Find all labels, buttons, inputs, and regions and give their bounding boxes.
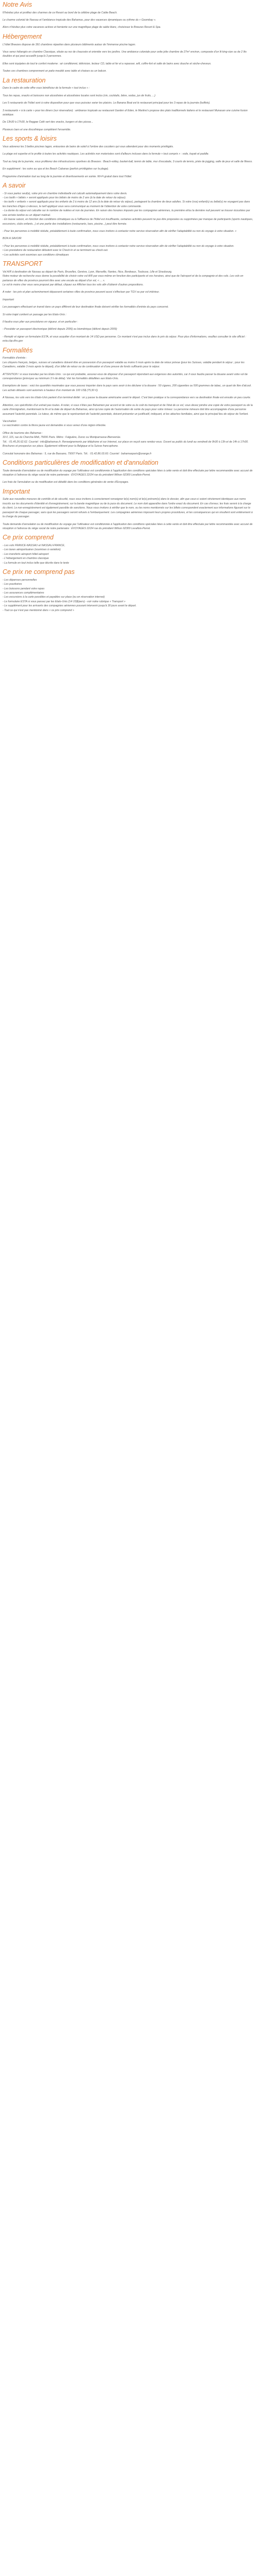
paragraph: La plage est superbe et le profite à toutes les activités nautiques. Les activités non motorisées sont d'ailleurs incluses dans la formule « tout compris » : voile, kayak et paddle. (3, 152, 209, 156)
paragraph: Vous serez hébergés en chambre Classique, située au rez de chaussée et orientée vers les jardins. Une ambiance coloniale pour cette jolie chambre de 27m² environ, composée d'un lit king-size ou de 2 lits doubles et qui peut accueillir jusqu'à 3 personnes. (3, 50, 247, 58)
section-title: Ce prix comprend (3, 534, 54, 541)
document (0, 1, 258, 613)
section-title: Formalités (3, 346, 33, 354)
paragraph: Elles sont équipées de tout le confort moderne : air conditionné, télévision, lecteur CD, table et fer et a repasser, wifi, coffre-fort et salle de bains avec douche et sèche-cheveux. (3, 62, 212, 65)
paragraph: Vaccination La vaccination contre la fièvre jaune est demandée si vous venez d'une région infectée. (3, 420, 106, 428)
paragraph: En supplément : les soins au spa et les Beach Cabanas (parfois privilégiées sur la plage). (3, 167, 109, 171)
section-title: Ce prix ne comprend pas (3, 568, 75, 576)
paragraph: Vous adorerez les 3 belles piscines lagon, entourées de bains de soleil à l'ombre des cocotiers qui vous attendent pour des moments privilégiés. (3, 145, 174, 148)
section-notre-avis (3, 1, 254, 30)
section-ce-prix-comprend (3, 534, 254, 565)
paragraph: - Remplir et signer un formulaire ESTA, et vous acquitter d'un montant de 14 USD par personne. Ce montant n'est pas inclus dans le prix du séjour. Pour plus d'informations, veuillez consulter le site officiel : esta.cbp.dhs.gov (3, 335, 246, 343)
section-formalites (3, 347, 254, 456)
section-title: Conditions particulières de modification et d'annulation (3, 459, 158, 466)
section-ce-prix-ne-comprend-pas (3, 568, 254, 613)
paragraph: - Les vols FRANCE-NASSAU et NASSAU-FRANCE, - Les taxes aéroportuaires (soumises à variation) - Les transferts aéroport-hôtel-aéroport - L'hébergement en chambre classique - La formule en tout inclus telle que décrite dans le texte (3, 544, 69, 565)
section-title: Hébergement (3, 32, 42, 40)
paragraph: Tous les repas, snacks et boissons non alcoolisées et alcoolisées locales sont inclus (vin, cocktails, bière, sodas, jus de fruits, ...) (3, 94, 155, 97)
paragraph: A Nassau, les vols vers les Etats-Unis partent d'un terminal dédié : on y passe la douane américaine avant le départ. C'est bien pratique si la correspondance vers sa destination finale est ensuite un peu courte. (3, 396, 251, 400)
section-a-savoir (3, 182, 254, 257)
section-title: Notre Avis (3, 1, 32, 8)
paragraph: Consulat honoraire des Bahamas : 5, rue de Bassano, 75007 Paris. Tél. : 01.42.86.03.60. Courriel : bahamasparis@orange.fr (3, 452, 152, 455)
paragraph: Toutes ces chambres comprennent un patio meublé avec table et chaises ou un balcon. (3, 70, 107, 73)
paragraph: Les frais de l'annulation ou de modification est détaillé dans les conditions générales de vente d'Evoyages. (3, 481, 129, 484)
paragraph: ATTENTION ! si vous transitez par les Etats-Unis : ce qui est probable, assurez-vous de disposer d'un passeport répondant aux exigences des autorités, car il vous faudra passer la douane avant votre vol de correspondance (prévoyez au minimum 3 h de délai). Voir les formalités détaillées aux Etats-Unis. (3, 372, 248, 381)
paragraph: Plusieurs bars et une discothèque complètent l'ensemble. (3, 128, 71, 131)
paragraph: Les passagers effectuant un transit dans un pays différent de leur destination finale doivent vérifier les formalités d'entrée du pays concerné. (3, 306, 169, 309)
paragraph: Le charme colonial de Nassau et l'ambiance tropicale des Bahamas, pour des vacances dynamiques ou rythme du « Goombay ». (3, 19, 156, 22)
paragraph: - Les dépenses personnelles - Les pourboires - Les boissons pendant votre repas - Les assurances complémentaires - Les excursions à la carte possibles et payables sur place (ou en réservation internet) - Le formulaire ESTA si vous passez par les Etats-Unis (14 US$/pers) - voir notre rubrique « Transport » - Le supplément pour les arrivants des compagnies aériennes pouvant intervenir jusqu'à 30 jours avant le départ. - Tout ce qui n'est pas mentionné dans « ce prix comprend » (3, 578, 137, 612)
section-title: Important (3, 487, 30, 495)
paragraph: 3 restaurants « à la carte » pour les diners (sur réservation) : ambiance tropicale au restaurant Garden of Eden, le Martino's propose des plats traditionnels italiens et le restaurant Munasan une cuisine fusion asiatique. (3, 109, 248, 116)
section-hebergement (3, 33, 254, 74)
paragraph: Formalités d'entrée : Les citoyens français, belges, suisses et canadiens doivent être en possession d'un passeport valable au moins 6 mois après la date de retour prévue (pour les Suisses, valable pendant le séjour ; pour les Canadiens, valable 3 mois après le départ), d'un billet de retour ou de continuation et d'une preuve de fonds suffisants pour le séjour. (3, 357, 245, 369)
section-conditions-particulieres-de-modification-et-d-annulation (3, 459, 254, 485)
section-title: Les sports & loisirs (3, 135, 57, 143)
paragraph: Office de tourisme des Bahamas : 33 F, 115, rue du Cherche-Midi, 75006 Paris. Métro : Falguière, Duroc ou Montparnasse-Bienvenüe. Tél. : 01.45.26.62.62. Courriel : info@bahamas.fr. Renseignements par téléphone et sur Internet, sur place on reçoit sans rendez-vous. Ouvert au public du lundi au vendredi de 9h30 à 13h et de 14h à 17h30. Brochures et prospectus sur place. Également référent pour la Belgique et la Suisse francophone. (3, 431, 249, 448)
section-title: TRANSPORT (3, 260, 42, 268)
paragraph: - Pour les personnes à mobilité réduite, préalablement à toute confirmation, nous vous invitons à contacter notre service réservation afin de vérifier l'adaptabilité ou non du voyage à votre situation. » (3, 229, 237, 233)
paragraph: Il faudra vous plier aux procédures en vigueur, et en particulier : (3, 320, 78, 324)
paragraph: BON A SAVOIR (3, 237, 22, 241)
paragraph: Toute demande d'annulation ou de modification du voyage par l'utilisateur est conditionnée à l'application des conditions spéciales liées à cette vente et doit être effectuée par lettre recommandée avec accusé de réception à l'adresse du siège social de notre partenaire : ÉVOYAGES 22/24 rue du président Wilson 92300 Levallois-Perret. (3, 522, 253, 530)
paragraph: Dans le cadre de cette offre vous bénéficiez de la formule « tout inclus » : (3, 87, 90, 90)
paragraph: Attention, ces spécificités d'un extrait pas toutes. A noter, si vous n'êtes pas Bahamien par accord et de votre ou le coût du transport et de l'état de ce vol, vous devez joindre une copie de votre passeport ou de la carte d'immigration, mentionnant la fin et la date de départ du Bahamas, ainsi qu'une copie de l'autorisation de sortie du pays pour votre mineur. La personne mineure doit être accompagnée d'une personne assumant l'autorité parentale. Le tuteur, de même que le représentant de l'autorité parentale, doivent présenter un justificatif, indiquant, et les attaches familiales, ainsi que le principal lieu de séjour de l'enfant. (3, 403, 253, 416)
section-les-sports-loisirs (3, 135, 254, 179)
paragraph: Vol A/R à destination de Nassau au départ de Paris, Bruxelles, Genève, Lyon, Marseille, Nantes, Nice, Bordeaux, Toulouse, Lille et Strasbourg. Notre moteur de recherche vous donne la possibilité de choisir votre vol A/R par vous-même en fonction des participants et vos horaires, ainsi que de l'aéroport et de la compagnie et des vols. Les vols en partance de villes de province pourront être avec une escale au départ d'un vol, « ... ». Le vol le moins cher vous sera proposé par défaut, cliquez sur Afficher tous les vols afin d'obtenir d'autres propositions. (3, 270, 244, 286)
paragraph: Alors n'hésitez plus votre vacances actives et farniente sur une magnifique plage de sable blanc, choisissez le Breezes Resort & Spa. (3, 26, 161, 29)
paragraph: - Si vous partez seul(e), votre prix en chambre individuelle est calculé automatiquement dans votre devis. - Les lastfs « bébés » seront appliqués pour les bébés de moins de 2 ans (à la date de retour du séjour). - les tarifs « enfants » seront appliqués pour les enfants de 2 à moins de 12 ans (à la date de retour du séjour), partageant la chambre de deux adultes. Si votre (vos) enfant(s) ou bébé(s) ne voyagent pas dans les tranches d'âges ci-dessus, le tarif appliqué vous sera communiqué au moment de l'obtention de votre commande. - La durée du séjour est calculée sur le nombre de nuitées et non de journées. En raison des horaires imposés par les compagnies aériennes, la première et/ou la dernière nuit peuvent se trouver écourtées par une arrivée tardive ou un départ matinal. - En basse saison, en fonction des conditions climatiques ou à l'affluence de l'hôtel est insuffisante, certaines activités peuvent ne pas être proposées ou supprimées par manque de participants (sports nautiques, excursions, clubs enfants...) et une partie des installations (restaurants, bars, piscine...) peut être fermée. (3, 192, 253, 226)
paragraph: L'hôtel Breezes dispose de 391 chambres réparties dans plusieurs bâtiments autour de l'immense piscine lagon. (3, 43, 136, 46)
section-title: La restauration (3, 76, 46, 84)
paragraph: A noter : les prix et plan acheminement dépassent certaines villes de province peuvent aussi s'effectuer par TGV ou par vol intérieur. (3, 291, 160, 294)
paragraph: De 13h30 à 17h30, le Reggae Café sert des snacks, burgers et des pizzas... (3, 121, 93, 124)
paragraph: Les 5 restaurants de l'hôtel sont à votre disposition pour que vous puissiez varier les plaisirs. Le Banana Boat est le restaurant principal pour les 3 repas de la journée (buffets). (3, 101, 211, 105)
paragraph: N'hésitez plus et profitez des charmes de ce Resort au bord de la célèbre plage de Cable Beach. (3, 11, 118, 14)
paragraph: Important (3, 298, 14, 301)
paragraph: Tout au long de la journée, vous profiterez des infrastructures sportives du Breezes : Beach-volley, basket-ball, tennis de table, mur d'escalade, 3 courts de tennis, piste de jogging, salle de jeux et salle de fitness. (3, 160, 253, 163)
paragraph: Suite aux nouvelles mesures de contrôle et de sécurité, nous vous invitons à correctement renseigner le(s) nom(s) et le(s) prénom(s) dans le dossier, afin que ceux-ci soient strictement identiques aux noms inscrits sur les documents d'identité et d'enregistrement, sur la bande magnétique ou de la puce du document. Le nom doit apparaître dans l'ordre exact du document. En cas d'erreur, les frais seront à la charge du client. Le non-enregistrement est également passible de sanctions. Nous vous invitons à vérifier que le nom, ou les noms mentionnés sur les billets correspondent exactement aux informations figurant sur le passeport de chaque passager, sans quoi les passagers seront refusés à l'embarquement. Les compagnies aériennes imposent leurs propres procédures, et les conséquences qui en résultent sont entièrement à la charge du passager. (3, 498, 253, 519)
paragraph: Exemptions de taxes : voici les quantités maximales que vous pouvez importer dans le pays sans avoir à les déclarer à la douane : 50 cigares, 200 cigarettes ou 500 grammes de tabac, un quart de litre d'alcool. Les achats détaxés sont autorisés à hauteur d'un montant de 100 US$ (75,50 €). (3, 384, 252, 392)
section-title: A savoir (3, 181, 26, 189)
paragraph: - Posséder un passeport électronique (délivré depuis 2006) ou biométrique (délivré depuis 2009) (3, 328, 117, 331)
section-important (3, 488, 254, 531)
paragraph: • Pour les personnes à mobilité réduite, préalablement à toute confirmation, nous vous invitons à contacter notre service réservation afin de vérifier l'adaptabilité ou non du voyage à votre situation. • Les prestations de restauration débutent avec le Check-In et se terminent au check-out. • Les activités sont soumises aux conditions climatiques (3, 244, 234, 257)
section-transport (3, 260, 254, 344)
paragraph: Programme d'animation tout au long de la journée et divertissements en soirée. Wi-Fi gratuit dans tout l'hôtel. (3, 175, 132, 178)
paragraph: Toute demande d'annulation ou de modification du voyage par l'utilisateur est conditionnée à l'application des conditions spéciales liées à cette vente et doit être effectuée par lettre recommandée avec accusé de réception à l'adresse du siège social de notre partenaire : ÉVOYAGES 22/24 rue du président Wilson 92300 Levallois-Perret. (3, 469, 253, 477)
section-la-restauration (3, 77, 254, 132)
paragraph: Si votre trajet contient un passage par les Etats-Unis : (3, 313, 67, 316)
